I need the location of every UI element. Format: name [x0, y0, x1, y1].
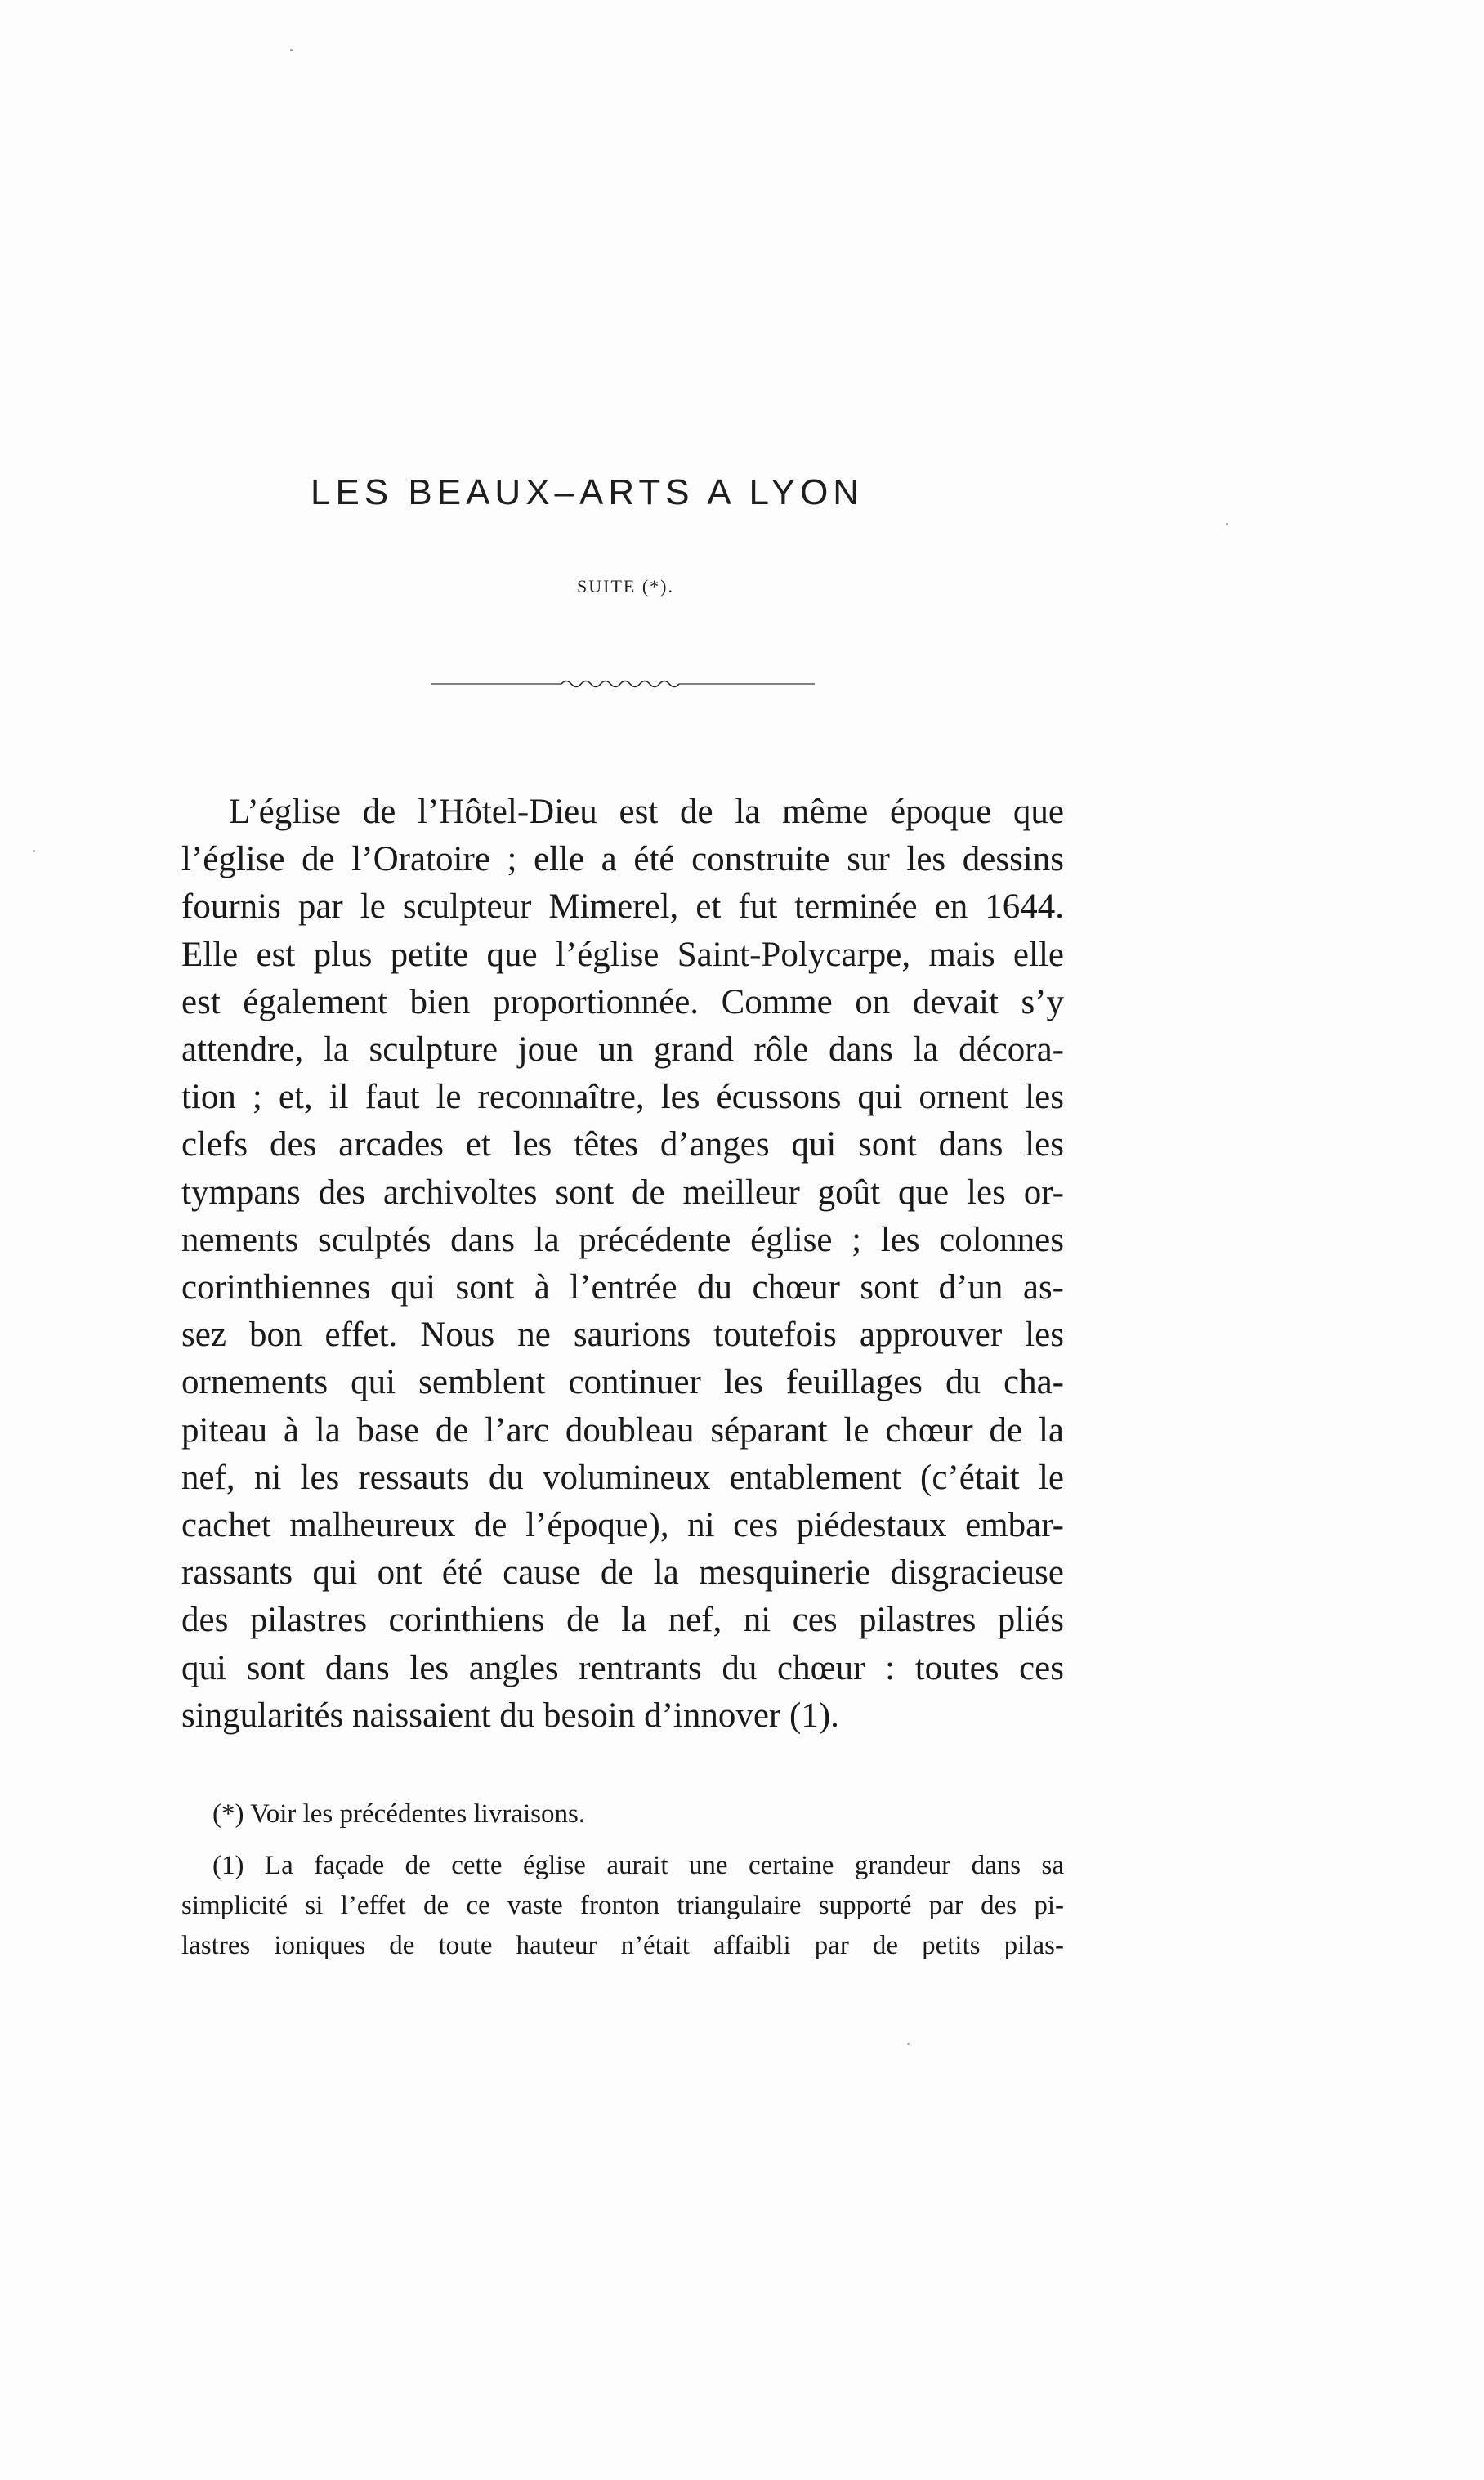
footnote-gap: [181, 1834, 1064, 1846]
body-line: tympans des archivoltes sont de meilleur goût que les or-: [181, 1173, 1064, 1212]
ornamental-divider: [431, 675, 815, 691]
body-line: l’église de l’Oratoire ; elle a été construite sur les dessins: [181, 840, 1064, 879]
body-line: tion ; et, il faut le reconnaître, les écussons qui ornent les: [181, 1078, 1064, 1117]
body-line: nef, ni les ressauts du volumineux entablement (c’était le: [181, 1458, 1064, 1497]
body-line: corinthiennes qui sont à l’entrée du chœur sont d’un as-: [181, 1268, 1064, 1307]
body-line: nements sculptés dans la précédente église ; les colonnes: [181, 1220, 1064, 1259]
footnote-one-line: lastres ioniques de toute hauteur n’était affaibli par de petits pilas-: [181, 1931, 1064, 1960]
body-paragraph: [181, 789, 1064, 1740]
body-line: qui sont dans les angles rentrants du chœur : toutes ces: [181, 1648, 1064, 1687]
footnote-one-line: (1) La façade de cette église aurait une certaine grandeur dans sa: [212, 1851, 1064, 1880]
body-line: des pilastres corinthiens de la nef, ni ces pilastres pliés: [181, 1601, 1064, 1640]
body-line: est également bien proportionnée. Comme on devait s’y: [181, 982, 1064, 1021]
footnote-one-line: simplicité si l’effet de ce vaste fronton triangulaire supporté par des pi-: [181, 1891, 1064, 1920]
body-line: L’église de l’Hôtel-Dieu est de la même époque que: [229, 793, 1064, 831]
body-line: sez bon effet. Nous ne saurions toutefois approuver les: [181, 1316, 1064, 1355]
body-line: Elle est plus petite que l’église Saint-Polycarpe, mais elle: [181, 935, 1064, 974]
footnotes: [181, 1794, 1064, 1966]
divider-flourish: [561, 681, 679, 687]
body-line: ornements qui semblent continuer les feuillages du cha-: [181, 1363, 1064, 1402]
page-subtitle: SUITE (*).: [577, 576, 674, 597]
body-line: singularités naissaient du besoin d’innover (1).: [181, 1696, 839, 1735]
footnote-star: (*) Voir les précédentes livraisons.: [212, 1799, 586, 1829]
paper-speck: [290, 49, 293, 51]
paper-speck: [1226, 523, 1228, 525]
body-line: fournis par le sculpteur Mimerel, et fut terminée en 1644.: [181, 887, 1064, 927]
page-title: LES BEAUX–ARTS A LYON: [311, 472, 865, 512]
paper-speck: [907, 2043, 910, 2045]
body-line: attendre, la sculpture joue un grand rôle dans la décora-: [181, 1030, 1064, 1070]
paper-speck: [33, 850, 35, 852]
body-line: clefs des arcades et les têtes d’anges qui sont dans les: [181, 1125, 1064, 1164]
body-line: cachet malheureux de l’époque), ni ces piédestaux embar-: [181, 1506, 1064, 1545]
body-line: piteau à la base de l’arc doubleau séparant le chœur de la: [181, 1410, 1064, 1450]
body-line: rassants qui ont été cause de la mesquinerie disgracieuse: [181, 1553, 1064, 1593]
